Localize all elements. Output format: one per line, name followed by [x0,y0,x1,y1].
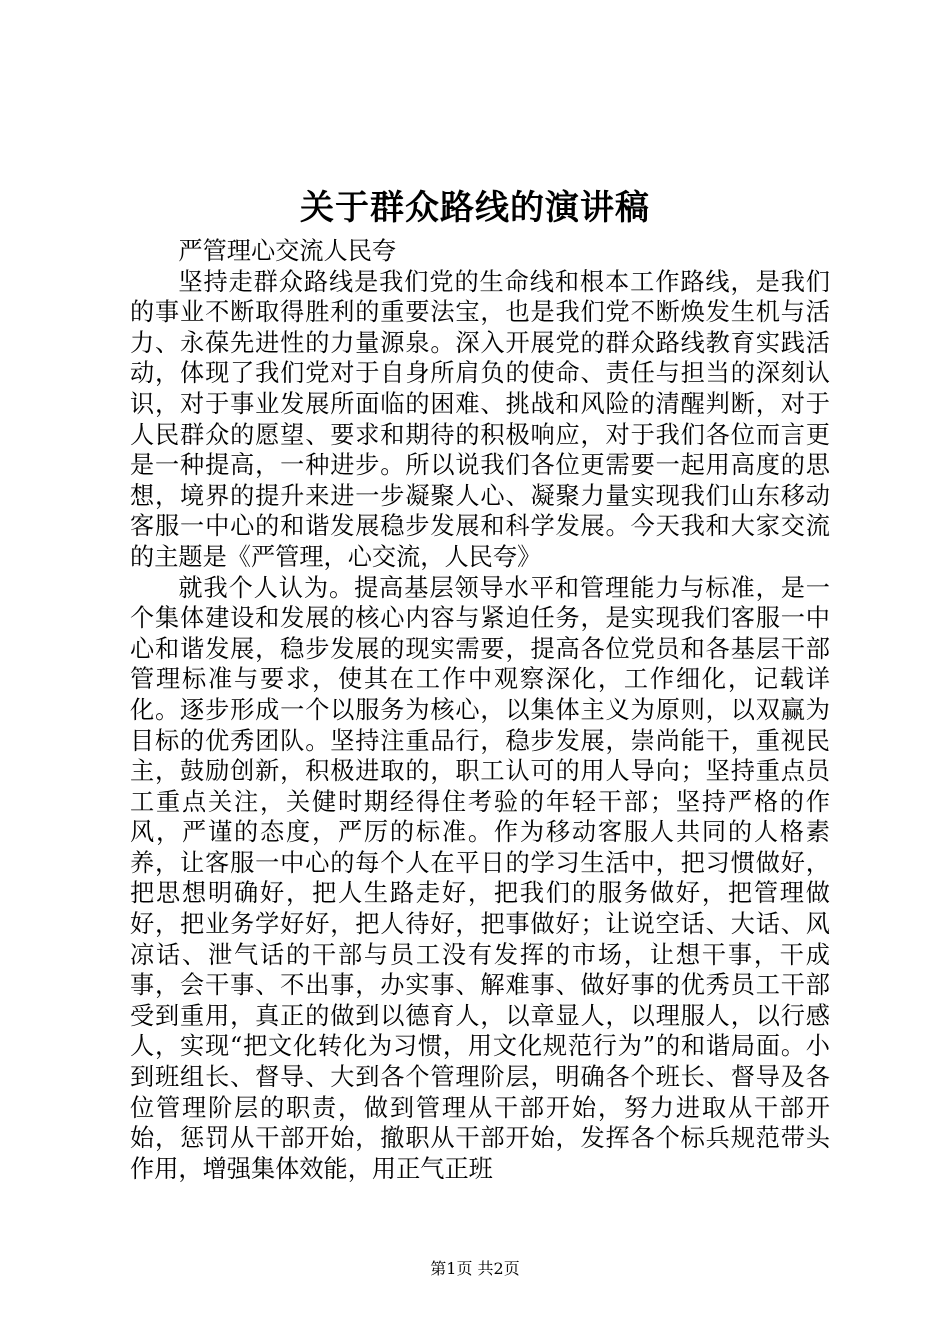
body-paragraph: 坚持走群众路线是我们党的生命线和根本工作路线，是我们的事业不断取得胜利的重要法宝，也是我们党不断焕发生机与活力、永葆先进性的力量源泉。深入开展党的群众路线教育实践活动，体现了我们党对于自身所肩负的使命、责任与担当的深刻认识，对于事业发展所面临的困难、挑战和风险的清醒判断，对于人民群众的愿望、要求和期待的积极响应，对于我们各位而言更是一种提高，一种进步。所以说我们各位更需要一起用高度的思想，境界的提升来进一步凝聚人心、凝聚力量实现我们山东移动客服一中心的和谐发展稳步发展和科学发展。今天我和大家交流的主题是《严管理，心交流，人民夸》 [130,267,830,571]
document-body [130,236,830,1184]
body-paragraph: 就我个人认为。提高基层领导水平和管理能力与标准，是一个集体建设和发展的核心内容与紧迫任务，是实现我们客服一中心和谐发展，稳步发展的现实需要，提高各位党员和各基层干部管理标准与要求，使其在工作中观察深化，工作细化，记载详化。逐步形成一个以服务为核心，以集体主义为原则，以双赢为目标的优秀团队。坚持注重品行，稳步发展，崇尚能干，重视民主，鼓励创新，积极进取的，职工认可的用人导向；坚持重点员工重点关注，关健时期经得住考验的年轻干部；坚持严格的作风，严谨的态度，严厉的标准。作为移动客服人共同的人格素养，让客服一中心的每个人在平日的学习生活中，把习惯做好，把思想明确好，把人生路走好，把我们的服务做好，把管理做好，把业务学好好，把人待好，把事做好；让说空话、大话、风凉话、泄气话的干部与员工没有发挥的市场，让想干事，干成事，会干事、不出事，办实事、解难事、做好事的优秀员工干部受到重用，真正的做到以德育人，以章显人，以理服人，以行感人，实现“把文化转化为习惯，用文化规范行为”的和谐局面。小到班组长、督导、大到各个管理阶层，明确各个班长、督导及各位管理阶层的职责，做到管理从干部开始，努力进取从干部开始，惩罚从干部开始，撤职从干部开始，发挥各个标兵规范带头作用，增强集体效能，用正气正班 [130,573,830,1183]
page-number-footer: 第1页 共2页 [430,1259,520,1278]
document-title: 关于群众路线的演讲稿 [300,188,650,228]
subtitle-paragraph: 严管理心交流人民夸 [178,237,397,265]
